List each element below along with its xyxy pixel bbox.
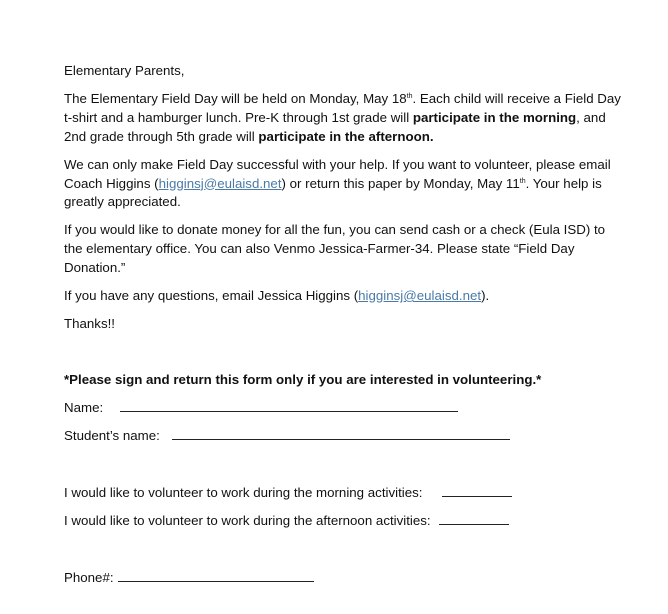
morning-row <box>64 484 624 503</box>
phone-label: Phone#: <box>64 569 114 585</box>
morning-label: I would like to volunteer to work during the morning activities: <box>64 485 423 501</box>
thanks-line: Thanks!! <box>64 316 115 332</box>
paragraph-donate: If you would like to donate money for all the fun, you can send cash or a check (Eula ISD) to the elementary office. You can also Venmo Jessica-Farmer-34. Please state “Field Day Donation.” <box>64 222 606 275</box>
afternoon-blank-line[interactable] <box>439 512 509 525</box>
bold-afternoon: participate in the afternoon. <box>258 128 434 144</box>
morning-blank-line[interactable] <box>442 484 512 497</box>
phone-row <box>64 569 624 588</box>
name-row <box>64 399 624 418</box>
form-notice: *Please sign and return this form only if you are interested in volunteering.* <box>64 371 542 387</box>
student-blank-line[interactable] <box>172 427 510 440</box>
student-label: Student’s name: <box>64 428 160 444</box>
paragraph-volunteer: We can only make Field Day successful with your help. If you want to volunteer, please email Coach Higgins (higginsj@eulaisd.net) or return this paper by Monday, May 11th. Your help is greatly appreciated. <box>64 156 611 210</box>
letter-page <box>64 62 624 588</box>
student-row <box>64 427 624 446</box>
email-link-coach[interactable]: higginsj@eulaisd.net <box>158 175 282 191</box>
name-label: Name: <box>64 400 104 416</box>
email-link-jessica[interactable]: higginsj@eulaisd.net <box>358 288 482 304</box>
afternoon-label: I would like to volunteer to work during the afternoon activities: <box>64 513 431 529</box>
paragraph-field-day-info: The Elementary Field Day will be held on Monday, May 18th. Each child will receive a Field Day t-shirt and a hamburger lunch. Pre-K through 1st grade will participate in the morning, and 2nd grade through 5th grade will participate in the afternoon. <box>64 91 621 144</box>
greeting: Elementary Parents, <box>64 63 185 78</box>
afternoon-row <box>64 512 624 531</box>
bold-morning: participate in the morning <box>412 109 577 125</box>
phone-blank-line[interactable] <box>118 569 314 582</box>
name-blank-line[interactable] <box>120 399 458 412</box>
paragraph-questions: If you have any questions, email Jessica Higgins (higginsj@eulaisd.net). <box>64 288 490 304</box>
